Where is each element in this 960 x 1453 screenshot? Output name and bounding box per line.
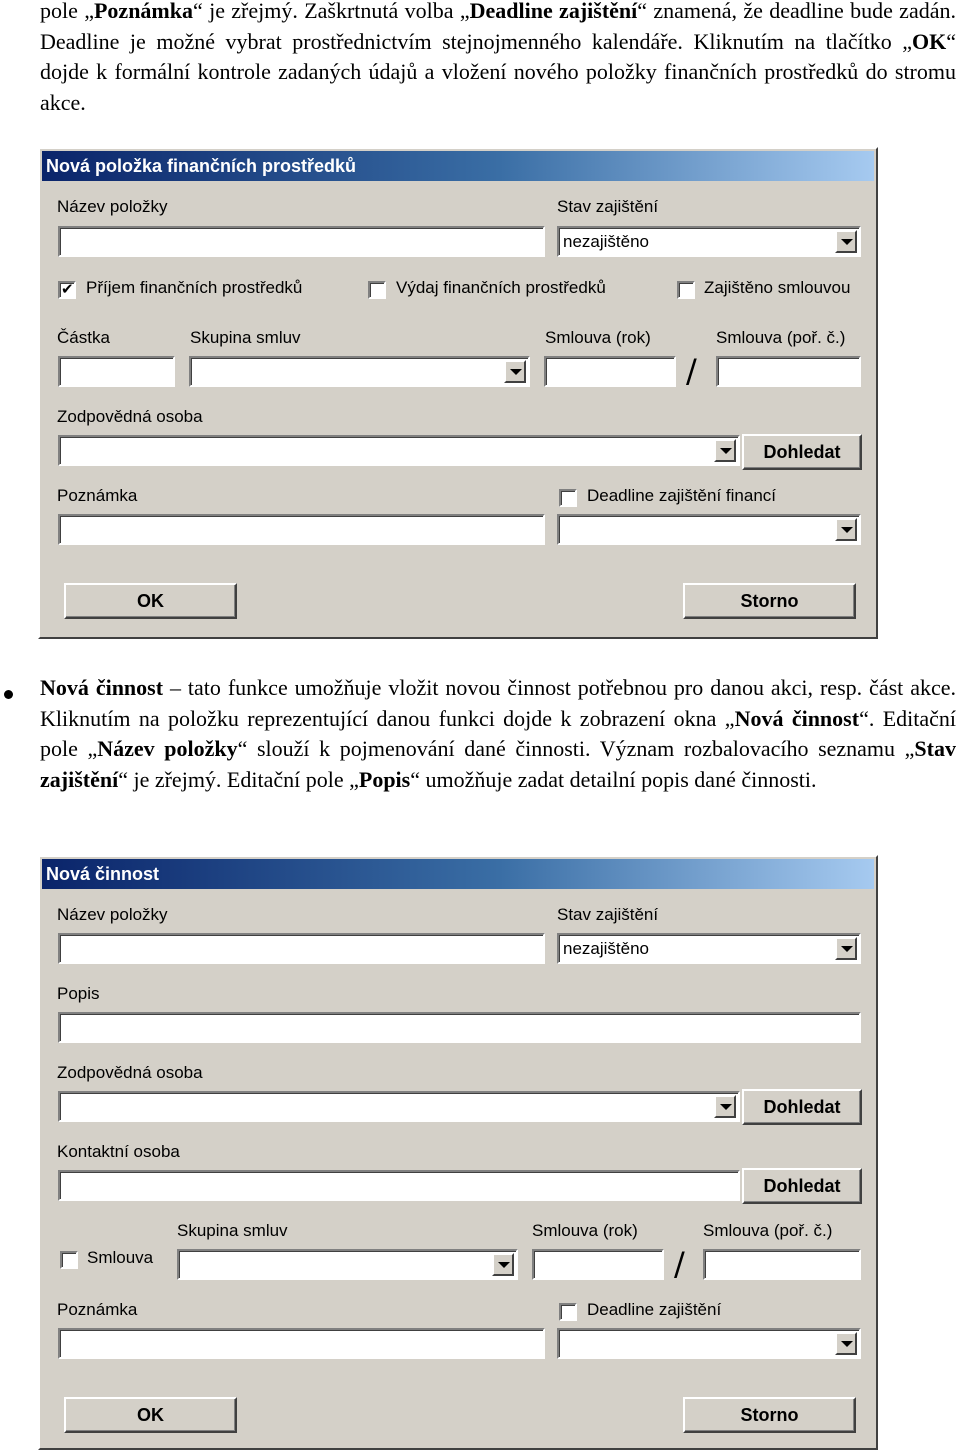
zajisteno-smlouvou-label: Zajištěno smlouvou xyxy=(704,278,851,297)
chevron-down-icon[interactable] xyxy=(835,937,857,960)
chevron-down-icon[interactable] xyxy=(835,230,857,253)
chevron-down-icon[interactable] xyxy=(714,439,736,462)
skupina-smluv-select[interactable] xyxy=(177,1249,518,1280)
stav-zajisteni-select[interactable] xyxy=(557,933,861,964)
nazev-polozky-label: Název položky xyxy=(57,197,168,216)
chevron-down-icon[interactable] xyxy=(492,1253,514,1276)
skupina-smluv-label: Skupina smluv xyxy=(177,1221,288,1240)
zajisteno-smlouvou-checkbox[interactable] xyxy=(677,281,695,299)
poznamka-label: Poznámka xyxy=(57,1300,138,1319)
dohledat-button[interactable]: Dohledat xyxy=(742,434,862,470)
nazev-polozky-input[interactable] xyxy=(58,933,545,964)
stav-zajisteni-value: nezajištěno xyxy=(563,232,650,251)
deadline-checkbox[interactable] xyxy=(559,489,577,507)
smlouva-label: Smlouva xyxy=(87,1248,154,1267)
deadline-checkbox[interactable] xyxy=(559,1303,577,1321)
dialog-title: Nová položka finančních prostředků xyxy=(42,151,874,181)
stav-zajisteni-label: Stav zajištění xyxy=(557,197,659,216)
kontaktni-osoba-label: Kontaktní osoba xyxy=(57,1142,180,1161)
chevron-down-icon[interactable] xyxy=(504,360,526,383)
stav-zajisteni-label: Stav zajištění xyxy=(557,905,659,924)
popis-label: Popis xyxy=(57,984,100,1003)
chevron-down-icon[interactable] xyxy=(835,1332,857,1355)
smlouva-rok-input[interactable] xyxy=(544,356,676,387)
castka-label: Částka xyxy=(57,328,110,347)
dialog-nova-cinnost xyxy=(38,855,878,1450)
smlouva-rok-label: Smlouva (rok) xyxy=(545,328,651,347)
chevron-down-icon[interactable] xyxy=(714,1095,736,1118)
nazev-polozky-label: Název položky xyxy=(57,905,168,924)
skupina-smluv-select[interactable] xyxy=(189,356,530,387)
prijem-checkbox[interactable] xyxy=(58,281,76,299)
chevron-down-icon[interactable] xyxy=(835,518,857,541)
zodpovedna-osoba-label: Zodpovědná osoba xyxy=(57,1063,203,1082)
prijem-label: Příjem finančních prostředků xyxy=(86,278,303,297)
storno-button[interactable]: Storno xyxy=(683,583,856,619)
nazev-polozky-input[interactable] xyxy=(58,226,545,257)
slash-separator: / xyxy=(674,1245,685,1283)
ok-button[interactable]: OK xyxy=(64,583,237,619)
smlouva-por-label: Smlouva (poř. č.) xyxy=(716,328,846,347)
smlouva-rok-label: Smlouva (rok) xyxy=(532,1221,638,1240)
deadline-select[interactable] xyxy=(557,514,861,545)
dohledat-zodpovedna-button[interactable]: Dohledat xyxy=(742,1089,862,1125)
zodpovedna-osoba-select[interactable] xyxy=(58,1091,740,1122)
poznamka-label: Poznámka xyxy=(57,486,138,505)
section-nova-cinnost-paragraph xyxy=(40,673,956,795)
kontaktni-osoba-input[interactable] xyxy=(58,1170,740,1201)
smlouva-por-label: Smlouva (poř. č.) xyxy=(703,1221,833,1240)
dialog-nova-polozka-financnich-prostredku xyxy=(38,147,878,639)
dohledat-kontaktni-button[interactable]: Dohledat xyxy=(742,1168,862,1204)
poznamka-input[interactable] xyxy=(58,514,545,545)
deadline-label: Deadline zajištění xyxy=(587,1300,722,1319)
popis-input[interactable] xyxy=(58,1012,861,1043)
ok-button[interactable]: OK xyxy=(64,1397,237,1433)
poznamka-input[interactable] xyxy=(58,1328,545,1359)
smlouva-rok-input[interactable] xyxy=(532,1249,664,1280)
section-title: Nová činnost xyxy=(40,675,164,700)
smlouva-checkbox[interactable] xyxy=(60,1251,78,1269)
smlouva-por-input[interactable] xyxy=(703,1249,861,1280)
skupina-smluv-label: Skupina smluv xyxy=(190,328,301,347)
bullet xyxy=(4,690,13,699)
vydaj-label: Výdaj finančních prostředků xyxy=(396,278,606,297)
smlouva-por-input[interactable] xyxy=(716,356,861,387)
deadline-select[interactable] xyxy=(557,1328,861,1359)
intro-paragraph: pole „Poznámka“ je zřejmý. Zaškrtnutá volba „Deadline zajištění“ znamená, že deadline bude zadán. Deadline je možné vybrat prostřednictvím stejnojmenného kalendáře. Kliknutím na tlačítko „OK“ dojde k formální kontrole zadaných údajů a vložení nového položky finančních prostředků do stromu akce. xyxy=(40,0,956,115)
castka-input[interactable] xyxy=(58,356,175,387)
vydaj-checkbox[interactable] xyxy=(368,281,386,299)
slash-separator: / xyxy=(686,352,697,390)
deadline-label: Deadline zajištění financí xyxy=(587,486,777,505)
stav-zajisteni-value: nezajištěno xyxy=(563,939,650,958)
section-text: – tato funkce umožňuje vložit novou činnost potřebnou pro danou akci, resp. část akce. Kliknutím na položku reprezentující danou funkci dojde k zobrazení okna „Nová činnost“. Editační pole „Název položky“ slouží k pojmenování dané činnosti. Význam rozbalovacího seznamu „Stav zajištění“ je zřejmý. Editační pole „Popis“ umožňuje zadat detailní popis dané činnosti. xyxy=(40,675,956,792)
zodpovedna-osoba-select[interactable] xyxy=(58,435,740,466)
zodpovedna-osoba-label: Zodpovědná osoba xyxy=(57,407,203,426)
storno-button[interactable]: Storno xyxy=(683,1397,856,1433)
dialog-title: Nová činnost xyxy=(42,859,874,889)
stav-zajisteni-select[interactable] xyxy=(557,226,861,257)
